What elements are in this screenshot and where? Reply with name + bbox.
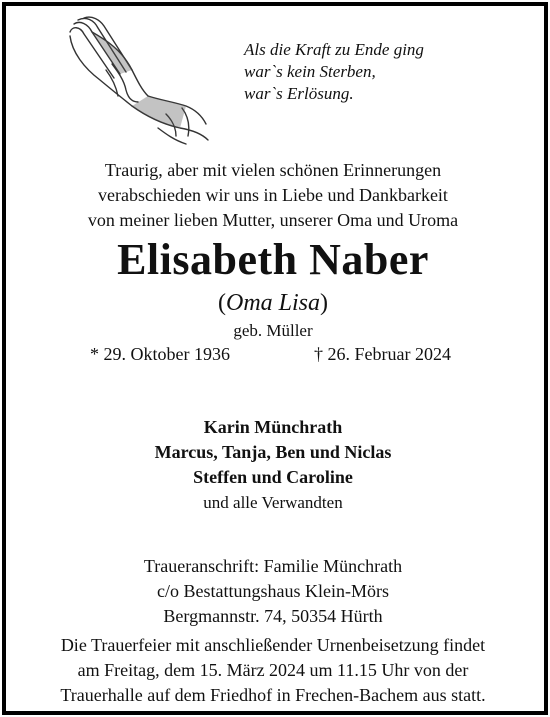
family-list [0, 415, 546, 490]
poem-quote [244, 39, 424, 105]
address-line: c/o Bestattungshaus Klein-Mörs [157, 581, 389, 601]
intro-line: verabschieden wir uns in Liebe und Dankbarkeit [98, 185, 448, 205]
deceased-name: Elisabeth Naber [117, 235, 429, 284]
address-line: Bergmannstr. 74, 50354 Hürth [163, 606, 383, 626]
mourning-address [0, 554, 546, 629]
family-line: Marcus, Tanja, Ben und Niclas [154, 442, 392, 462]
nickname-text: Oma Lisa [225, 290, 321, 316]
birth-date: * 29. Oktober 1936 [90, 344, 230, 364]
service-line: Die Trauerfeier mit anschließender Urnenbeisetzung findet [60, 635, 486, 655]
service-line: am Freitag, dem 15. März 2024 um 11.15 Uhr von der [77, 660, 469, 680]
intro-line: Traurig, aber mit vielen schönen Erinnerungen [104, 160, 442, 180]
birth-name: geb. Müller [233, 321, 313, 340]
poem-line: Als die Kraft zu Ende ging [244, 40, 424, 59]
family-line: Karin Münchrath [203, 417, 343, 437]
intro-line: von meiner lieben Mutter, unserer Oma und Uroma [87, 210, 459, 230]
praying-hands-icon [62, 16, 212, 148]
death-date: † 26. Februar 2024 [314, 344, 451, 364]
nick-close: ) [320, 290, 329, 316]
poem-line: war`s kein Sterben, [244, 62, 376, 81]
nick-open: ( [217, 290, 226, 316]
relatives-text: und alle Verwandten [203, 493, 343, 512]
intro-text [0, 158, 546, 233]
service-line: Trauerhalle auf dem Friedhof in Frechen-Bachem aus statt. [60, 685, 486, 705]
address-line: Traueranschrift: Familie Münchrath [143, 556, 403, 576]
family-line: Steffen und Caroline [193, 467, 353, 487]
deceased-nickname [0, 289, 546, 317]
poem-line: war`s Erlösung. [244, 84, 354, 103]
service-info [0, 633, 546, 708]
